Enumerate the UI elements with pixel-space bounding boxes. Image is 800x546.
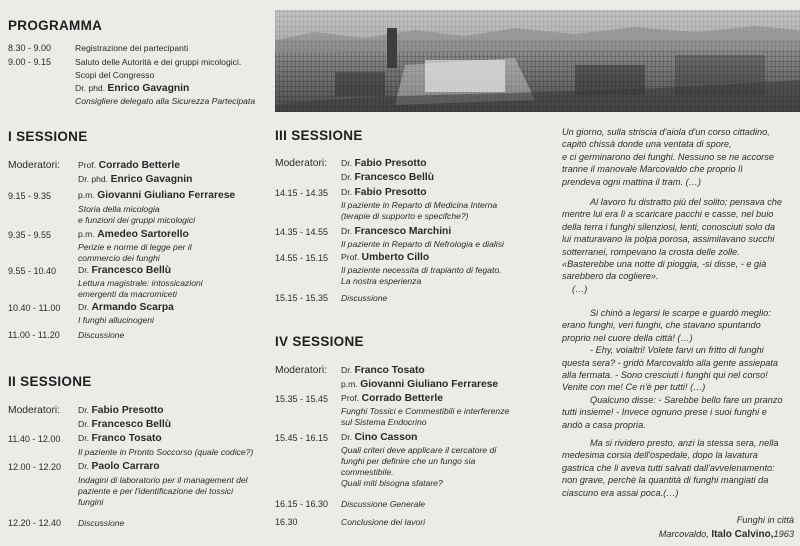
- talk-title: Il paziente in Reparto di Nefrologia e dialisi: [341, 239, 504, 249]
- session-3-title: III SESSIONE: [275, 128, 363, 143]
- quote-line: ciascuno era assai poca.(…): [562, 487, 679, 498]
- talk-title: commercio dei funghi: [78, 253, 160, 263]
- discussion-time: 15.15 - 15.35: [275, 293, 329, 303]
- quote-line: sotterranei, rompevano la crosta delle zolle.: [562, 246, 740, 257]
- quote-line: tranne il manovale Marcovaldo che proprio lì: [562, 164, 743, 175]
- talk-title: Il paziente necessita di trapianto di fegato.: [341, 265, 502, 275]
- closing-time: 16.30: [275, 517, 298, 527]
- quote-line: Si chinò a legarsi le scarpe e guardò meglio:: [590, 308, 771, 318]
- discussion-label: Discussione: [341, 293, 388, 303]
- source-book: Marcovaldo,: [658, 529, 709, 539]
- source-year: 1963: [773, 529, 794, 539]
- talk-title: sul Sistema Endocrino: [341, 417, 427, 427]
- speaker-name: Enrico Gavagnin: [107, 83, 190, 94]
- moderator: Dr. Franco Tosato: [341, 365, 425, 376]
- moderators-label: Moderatori:: [8, 405, 61, 416]
- discussion-label: Discussione: [78, 330, 125, 340]
- speaker-prefix: Dr. phd.: [75, 83, 106, 93]
- talk-title: Perizie e norme di legge per il: [78, 242, 192, 252]
- talk-time: 14.35 - 14.55: [275, 227, 329, 237]
- talk-title: e funzioni dei gruppi micologici: [78, 215, 196, 225]
- programma-speaker: [75, 83, 189, 94]
- moderator: Dr. Francesco Bellù: [341, 172, 435, 183]
- talk-time: 14.55 - 15.15: [275, 253, 329, 263]
- discussion-label: Discussione: [78, 518, 125, 528]
- quote-paragraph-4: [562, 437, 798, 499]
- talk-time: 9.55 - 10.40: [8, 266, 57, 276]
- quote-line: sarebbero da cogliere».: [562, 271, 659, 282]
- quote-line: Al lavoro fu distratto più del solito; pensava che: [590, 197, 783, 207]
- talk-title: La nostra esperienza: [341, 276, 422, 286]
- quote-line: lui maturavano la polpa porosa, assimilavano succhi: [562, 234, 775, 245]
- quote-paragraph-2: [562, 196, 798, 295]
- quote-line: medesima corsia dell'ospedale, dopo la lavatura: [562, 450, 758, 461]
- quote-line: «Basterebbe una notte di pioggia, -si disse, - e già: [562, 259, 767, 270]
- talk-title: commestibile.: [341, 467, 394, 477]
- quote-line: non grave, perchè la quantità di funghi mangiati da: [562, 475, 769, 486]
- moderator: Dr. Fabio Presotto: [341, 158, 427, 169]
- closing-label: Conclusione dei lavori: [341, 517, 426, 527]
- discussion-time: 16.15 - 16.30: [275, 499, 329, 509]
- speaker-role: Consigliere delegato alla Sicurezza Partecipata: [75, 96, 256, 106]
- quote-line: tutti insieme! - Invece ognuno prese i suoi funghi e: [562, 407, 767, 418]
- talk-time: 14.15 - 14.35: [275, 188, 329, 198]
- talk-time: 9.15 - 9.35: [8, 191, 52, 201]
- quote-paragraph-1: [562, 126, 798, 188]
- talk-title: Il paziente in Reparto di Medicina Interna: [341, 200, 498, 210]
- quote-paragraph-3: [562, 307, 798, 431]
- talk-title: Storia della micologia: [78, 204, 160, 214]
- quote-line: proprio nel cuore della città! (…): [562, 332, 693, 343]
- quote-line: andò a casa propria.: [562, 419, 646, 430]
- moderator: Prof. Corrado Betterle: [78, 160, 180, 171]
- talk-title: funghi per definire che un fungo sia: [341, 456, 476, 466]
- talk-title: (terapie di supporto e specifche?): [341, 211, 469, 221]
- moderators-label: Moderatori:: [275, 365, 328, 376]
- talk-speaker: Dr. Francesco Marchini: [341, 226, 452, 237]
- programma-title: PROGRAMMA: [8, 18, 103, 33]
- talk-time: 9.35 - 9.55: [8, 230, 52, 240]
- talk-title: emergenti da macromiceti: [78, 289, 177, 299]
- talk-title: fungini: [78, 497, 104, 507]
- talk-title: Lettura magistrale: intossicazioni: [78, 278, 203, 288]
- session-4-title: IV SESSIONE: [275, 334, 364, 349]
- moderators-label: Moderatori:: [275, 158, 328, 169]
- programma-text: Scopi del Congresso: [75, 70, 155, 80]
- quote-line: capitò chissà donde una ventata di spore,: [562, 139, 732, 150]
- talk-title: Funghi Tossici e Commestibili e interferenze: [341, 406, 510, 416]
- talk-time: 15.45 - 16.15: [275, 433, 329, 443]
- moderator: Dr. phd. Enrico Gavagnin: [78, 174, 193, 185]
- quote-line: erano funghi, veri funghi, che stavano spuntando: [562, 320, 761, 331]
- quote-source: [562, 528, 794, 541]
- talk-speaker: Dr. Armando Scarpa: [78, 302, 174, 313]
- talk-speaker: Dr. Fabio Presotto: [341, 187, 427, 198]
- talk-title: Il paziente in Pronto Soccorso (quale codice?): [78, 447, 254, 457]
- discussion-time: 12.20 - 12.40: [8, 518, 62, 528]
- quote-source-title: Funghi in città: [736, 515, 794, 525]
- talk-title: paziente e per l'identificazione dei tossici: [78, 486, 233, 496]
- quote-line: e ci germinarono dei funghi. Nessuno se ne accorse: [562, 151, 774, 162]
- moderators-label: Moderatori:: [8, 160, 61, 171]
- talk-title: Quali miti bisogna sfatare?: [341, 478, 443, 488]
- quote-line: Ma si rividero presto, anzi la stessa sera, nella: [590, 438, 779, 448]
- talk-speaker: Prof. Corrado Betterle: [341, 393, 443, 404]
- programma-time: 9.00 - 9.15: [8, 57, 52, 67]
- talk-time: 15.35 - 15.45: [275, 394, 329, 404]
- quote-line: Venite con me! Ce n'è per tutti! (…): [562, 382, 706, 393]
- city-panorama-image: [275, 10, 800, 112]
- talk-speaker: p.m. Giovanni Giuliano Ferrarese: [78, 190, 236, 201]
- session-1-title: I SESSIONE: [8, 129, 88, 144]
- quote-line: Un giorno, sulla striscia d'aiola d'un corso cittadino,: [562, 127, 770, 137]
- talk-time: 11.40 - 12.00: [8, 434, 61, 444]
- programma-time: 8.30 - 9.00: [8, 43, 52, 53]
- city-panorama-drawing: [275, 10, 800, 112]
- talk-title: Quali criteri deve applicare il cercatore di: [341, 445, 497, 455]
- talk-time: 12.00 - 12.20: [8, 462, 62, 472]
- session-2-title: II SESSIONE: [8, 374, 92, 389]
- talk-time: 10.40 - 11.00: [8, 303, 61, 313]
- moderator: Dr. Fabio Presotto: [78, 405, 164, 416]
- quote-line: mentre lui era lì a scaricare pacchi e casse, nel buio: [562, 209, 774, 220]
- quote-line: questa sera? - gridò Marcovaldo alla gente assiepata: [562, 357, 779, 368]
- discussion-label: Discussione Generale: [341, 499, 426, 509]
- talk-title: Indagini di laboratorio per il management del: [78, 475, 248, 485]
- quote-line: - Ehy, voialtri! Volete farvi un fritto di funghi: [590, 345, 764, 356]
- quote-line: Qualcuno disse: - Sarebbe bello fare un pranzo: [590, 394, 783, 405]
- discussion-time: 11.00 - 11.20: [8, 330, 60, 340]
- quote-line: prendeva ogni mattina il tram. (…): [562, 176, 701, 187]
- moderator: Dr. Francesco Bellù: [78, 419, 172, 430]
- talk-speaker: Prof. Umberto Cillo: [341, 252, 430, 263]
- quote-line: (…): [572, 283, 588, 294]
- talk-speaker: Dr. Cino Casson: [341, 432, 418, 443]
- quote-line: gastrica che li aveva tutti salvati dall'avvelenamento:: [562, 462, 775, 473]
- source-author: Italo Calvino,: [711, 529, 774, 540]
- talk-title: I funghi allucinogeni: [78, 315, 154, 325]
- programma-text: Saluto delle Autorità e dei gruppi micologici.: [75, 57, 242, 67]
- talk-speaker: Dr. Paolo Carraro: [78, 461, 160, 472]
- talk-speaker: Dr. Franco Tosato: [78, 433, 162, 444]
- talk-speaker: p.m. Amedeo Sartorello: [78, 229, 189, 240]
- talk-speaker: Dr. Francesco Bellù: [78, 265, 172, 276]
- quote-line: della terra i funghi silenziosi, lenti, conosciuti solo da: [562, 221, 775, 232]
- quote-line: alla fermata. - Sono cresciuti i funghi qui nel corso!: [562, 370, 768, 381]
- moderator: p.m. Giovanni Giuliano Ferrarese: [341, 379, 499, 390]
- programma-text: Registrazione dei partecipanti: [75, 43, 189, 53]
